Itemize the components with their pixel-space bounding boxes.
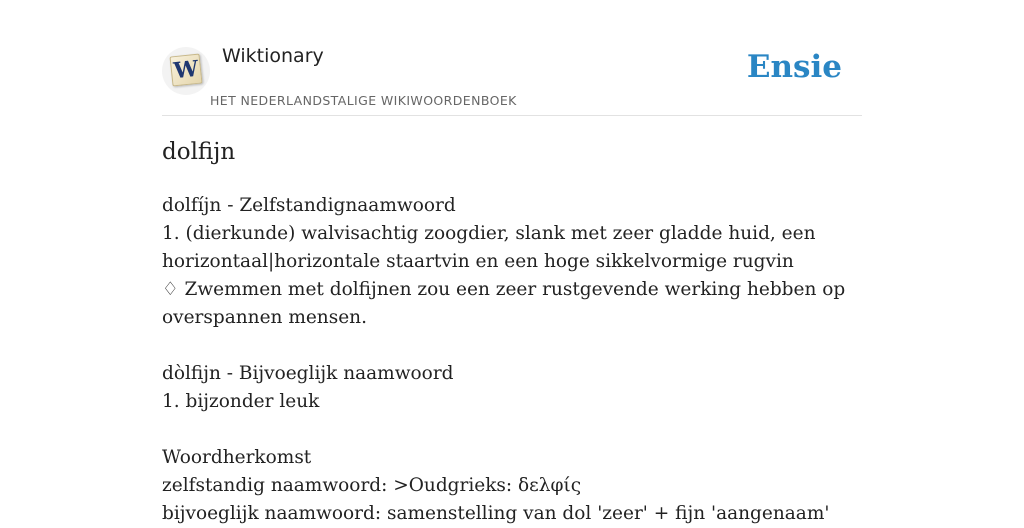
ensie-logo-link[interactable]: Ensie xyxy=(746,49,842,85)
entry-heading: dolfíjn - Zelfstandignaamwoord xyxy=(162,195,456,216)
etymology-heading: Woordherkomst xyxy=(162,447,312,468)
etymology-line: bijvoeglijk naamwoord: samenstelling van dol 'zeer' + fijn 'aangenaam' xyxy=(162,503,830,524)
site-tagline: HET NEDERLANDSTALIGE WIKIWOORDENBOEK xyxy=(210,93,517,108)
definition-line: horizontaal|horizontale staartvin en een hoge sikkelvormige rugvin xyxy=(162,251,794,272)
page-title: dolfijn xyxy=(162,139,236,165)
site-header xyxy=(162,0,862,116)
example-line: ♢ Zwemmen met dolfijnen zou een zeer rustgevende werking hebben op xyxy=(162,279,846,300)
definition-line: 1. (dierkunde) walvisachtig zoogdier, slank met zeer gladde huid, een xyxy=(162,223,816,244)
definition-body xyxy=(162,192,862,528)
spacer xyxy=(162,416,862,444)
wiktionary-logo[interactable] xyxy=(162,47,210,95)
etymology-line: zelfstandig naamwoord: >Oudgrieks: δελφίς xyxy=(162,475,582,496)
content-container xyxy=(162,0,862,524)
example-line: overspannen mensen. xyxy=(162,307,367,328)
entry-heading: dòlfijn - Bijvoeglijk naamwoord xyxy=(162,363,454,384)
spacer xyxy=(162,332,862,360)
wiktionary-logo-icon: W xyxy=(170,54,203,87)
definition-line: 1. bijzonder leuk xyxy=(162,391,320,412)
site-name[interactable]: Wiktionary xyxy=(222,45,324,67)
